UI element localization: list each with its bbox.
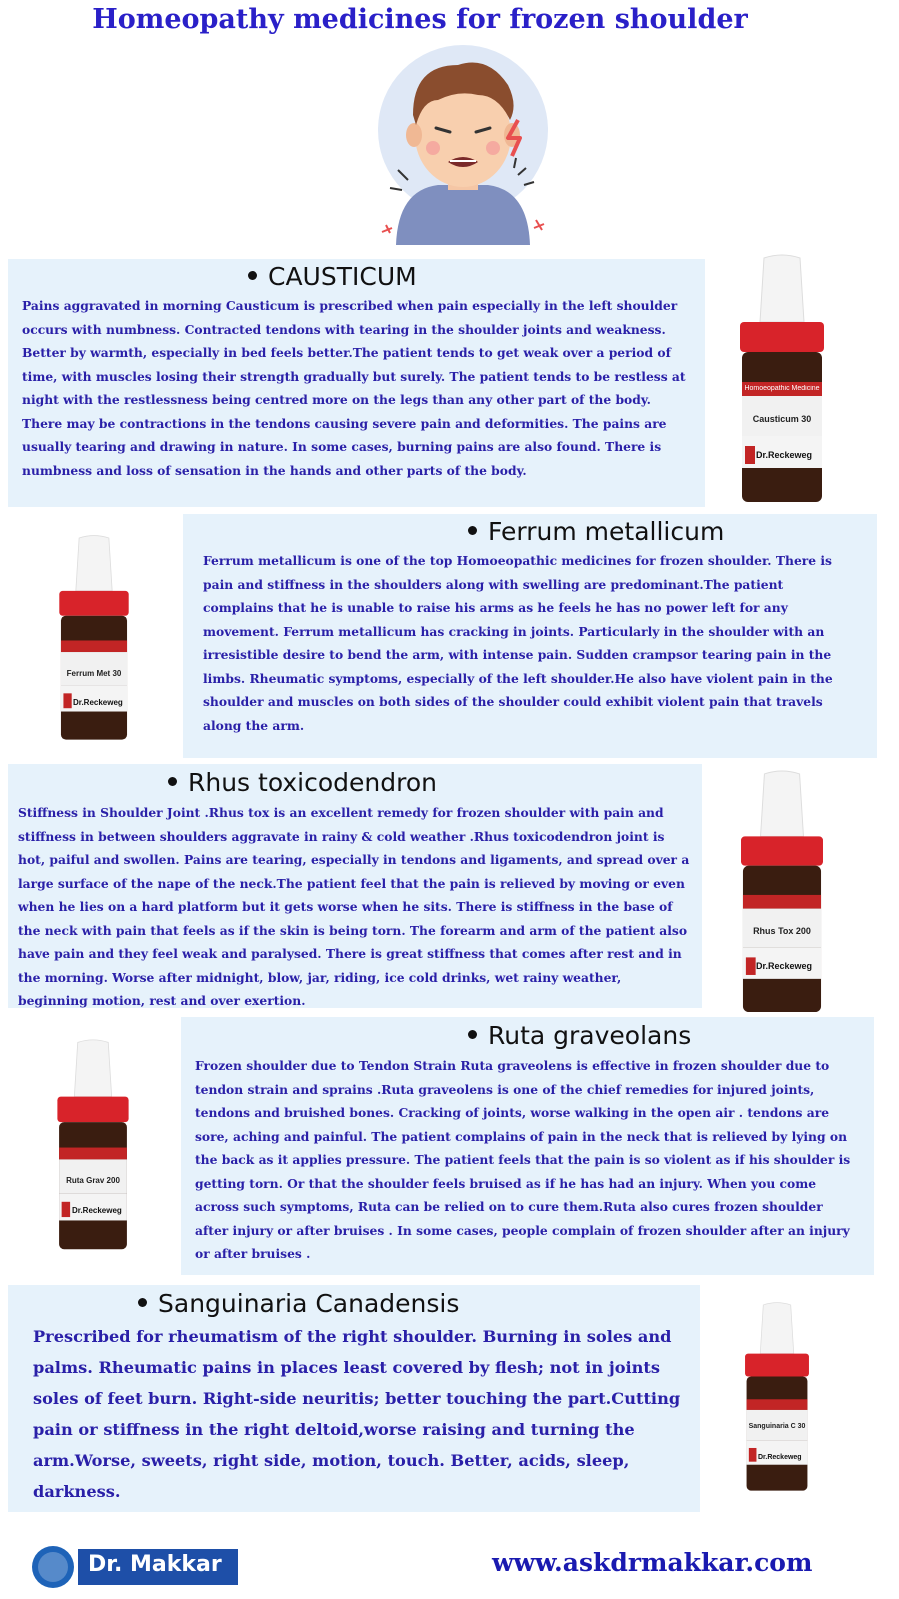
dr-makkar-logo[interactable] <box>30 1545 240 1589</box>
bottle-icon <box>736 254 828 504</box>
medicine-bottle-sanguinaria <box>742 1292 812 1506</box>
bottle-band-text: Homoeopathic Medicine <box>744 385 820 392</box>
logo-text: Dr. Makkar <box>88 1552 222 1577</box>
remedy-heading-sanguinaria: Sanguinaria Canadensis <box>138 1289 459 1318</box>
remedy-heading-ferrum: Ferrum metallicum <box>468 517 724 546</box>
bottle-label: Ferrum Met 30 <box>66 669 122 678</box>
bullet-icon <box>468 526 477 535</box>
bullet-icon <box>138 1298 147 1307</box>
remedy-text-ferrum: Ferrum metallicum is one of the top Homoeopathic medicines for frozen shoulder. There is pain and stiffness in the shoulders along with swelling are predominant.The patient complains that he is unable to raise his arms as he feels he has no power left for any movement. Ferrum metallicum has cracking in joints. Particularly in the shoulder with an irresistible desire to bend the arm, with intense pain. Sudden crampsor tearing pain in the limbs. Rheumatic symptoms, especially of the left shoulder.He also have violent pain in the shoulder and muscles on both sides of the shoulder could exhibit violent pain that travels along the arm. <box>203 553 833 733</box>
bullet-icon <box>168 777 177 786</box>
bottle-icon <box>742 1292 812 1502</box>
bottle-brand: Dr.Reckeweg <box>756 961 813 971</box>
bottle-label: Rhus Tox 200 <box>753 926 811 936</box>
bottle-label: Sanguinaria C 30 <box>748 1423 806 1430</box>
bottle-brand: Dr.Reckeweg <box>73 698 123 707</box>
bullet-icon <box>468 1030 477 1039</box>
remedy-heading-causticum: CAUSTICUM <box>248 262 417 291</box>
bottle-label: Ruta Grav 200 <box>66 1176 120 1185</box>
medicine-bottle-ruta <box>54 1034 132 1260</box>
medicine-bottle-causticum <box>736 254 828 508</box>
bottle-brand: Dr.Reckeweg <box>756 450 813 460</box>
remedy-heading-rhus-tox: Rhus toxicodendron <box>168 768 437 797</box>
bottle-icon <box>56 530 132 746</box>
medicine-bottle-ferrum <box>56 530 132 750</box>
bottle-icon <box>736 770 828 1014</box>
page-title: Homeopathy medicines for frozen shoulder <box>92 4 748 35</box>
medicine-bottle-rhus-tox <box>736 770 828 1018</box>
remedy-text-rhus-tox: Stiffness in Shoulder Joint .Rhus tox is an excellent remedy for frozen shoulder with pain and stiffness in between shoulders aggravate in rainy & cold weather .Rhus toxicodendron joint is hot, paiful and swollen. Pains are tearing, especially in tendons and ligaments, and spread over a large surface of the nape of the neck.The patient feel that the pain is relieved by moving or even when he lies on a hard platform but it gets worse when he sits. There is stiffness in the base of the neck with pain that feels as if the skin is being torn. The forearm and arm of the patient also have pain and they feel weak and paralysed. There is great stiffness that comes after rest and in the morning. Worse after midnight, blow, jar, riding, ice cold drinks, wet rainy weather, beginning motion, rest and over exertion. <box>18 805 690 1008</box>
remedy-text-ruta: Frozen shoulder due to Tendon Strain Ruta graveolens is effective in frozen shoulder due to tendon strain and sprains .Ruta graveolens is one of the chief remedies for injured joints, tendons and bruished bones. Cracking of joints, worse walking in the open air . tendons are sore, aching and painful. The patient complains of pain in the neck that is relieved by lying on the back as it applies pressure. The patient feels that the pain is so violent as if his shoulder is getting torn. Or that the shoulder feels bruised as if he has had an injury. When you come across such symptoms, Ruta can be relied on to cure them.Ruta also cures frozen shoulder after injury or after bruises . In some cases, people complain of frozen shoulder after an injury or after bruises . <box>195 1058 851 1261</box>
logo-circle-icon <box>30 1545 76 1589</box>
remedy-text-sanguinaria: Prescribed for rheumatism of the right shoulder. Burning in soles and palms. Rheumatic pains in places least covered by flesh; not in joints soles of feet burn. Right-side neuritis; better touching the part.Cutting pain or stiffness in the right deltoid,worse raising and turning the arm.Worse, sweets, right side, motion, touch. Better, acids, sleep, darkness. <box>33 1327 681 1501</box>
website-url[interactable]: www.askdrmakkar.com <box>492 1548 813 1577</box>
remedy-text-causticum: Pains aggravated in morning Causticum is prescribed when pain especially in the left shoulder occurs with numbness. Contracted tendons with tearing in the shoulder joints and weakness. Better by warmth, especially in bed feels better.The patient tends to get weak over a period of time, with muscles losing their strength gradually but surely. The patient tends to be restless at night with the restlessness being centred more on the legs than any other part of the body. There may be contractions in the tendons causing severe pain and deformities. The pains are usually tearing and drawing in nature. In some cases, burning pains are also found. There is numbness and loss of sensation in the hands and other parts of the body. <box>22 298 686 478</box>
logo-box <box>78 1549 238 1585</box>
bullet-icon <box>248 271 257 280</box>
bottle-icon <box>54 1034 132 1256</box>
bottle-brand: Dr.Reckeweg <box>72 1206 122 1215</box>
bottle-label: Causticum 30 <box>752 414 812 424</box>
person-shoulder-pain-illustration <box>368 40 558 245</box>
remedy-heading-ruta: Ruta graveolans <box>468 1021 691 1050</box>
bottle-brand: Dr.Reckeweg <box>758 1454 802 1461</box>
